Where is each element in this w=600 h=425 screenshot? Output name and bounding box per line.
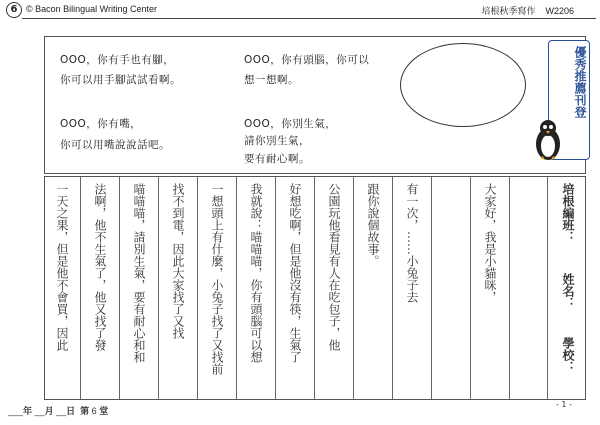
manuscript-column: 一天之果，但是他不會買，因此 — [55, 183, 69, 351]
footer-date: ___年 __月 __日 第 6 堂 — [8, 406, 109, 416]
column-divider — [197, 177, 198, 399]
column-divider — [236, 177, 237, 399]
manuscript-column: 好想吃啊，但是他沒有筷，生氣了 — [288, 183, 302, 363]
footer-page-number: - 1 - — [556, 400, 572, 409]
program-name: 培根秋季寫作 — [481, 6, 536, 16]
prompt-line: OOO，你有頭腦，你可以 — [244, 54, 370, 66]
copyright-text: © Bacon Bilingual Writing Center — [26, 4, 158, 14]
manuscript-column: 大家好，我是小貓咪， — [483, 183, 497, 303]
class-label: 培根編班： — [561, 183, 575, 243]
column-divider — [119, 177, 120, 399]
column-divider — [353, 177, 354, 399]
column-divider — [470, 177, 471, 399]
lesson-prefix: 第 — [80, 406, 90, 416]
manuscript-column: 跟你說個故事。 — [366, 183, 380, 267]
program-code: W2206 — [545, 6, 574, 16]
penguin-icon — [530, 118, 566, 162]
day-label: 日 — [66, 406, 76, 416]
page-number-badge: 6 — [6, 2, 22, 18]
manuscript-column: 一想頭上有什麼，小兔子找了又找前 — [210, 183, 224, 375]
lesson-suffix: 堂 — [99, 406, 109, 416]
column-divider — [80, 177, 81, 399]
column-divider — [275, 177, 276, 399]
prompt-line: 想一想啊。 — [244, 74, 299, 86]
prompt-line: 你可以用手腳試試看啊。 — [60, 74, 181, 86]
column-divider — [158, 177, 159, 399]
manuscript-column: 喵喵喵，請別生氣，要有耐心和和 — [132, 183, 146, 363]
column-divider — [314, 177, 315, 399]
column-divider — [509, 177, 510, 399]
prompt-line: 你可以用嘴說說話吧。 — [60, 139, 170, 151]
manuscript-column: 法啊，他不生氣了，他又找了發 — [93, 183, 107, 351]
lesson-number: 6 — [91, 406, 97, 416]
year-label: 年 — [23, 406, 33, 416]
school-label: 學校： — [561, 337, 575, 373]
manuscript-column: 我就說：喵喵喵，你有頭腦可以想 — [249, 183, 263, 363]
drawing-oval — [400, 43, 526, 127]
manuscript-column: 找不到電，因此大家找了又找 — [171, 183, 185, 339]
prompt-line: 請你別生氣， — [244, 135, 310, 147]
header-rule — [22, 18, 596, 19]
manuscript-column: 公園玩他看見有人在吃包子，他 — [327, 183, 341, 351]
prompt-line: OOO，你有嘴， — [60, 118, 142, 130]
stamp-text: 優秀推薦刊登 — [573, 46, 587, 118]
prompt-line: OOO，你別生氣， — [244, 118, 337, 130]
column-divider — [431, 177, 432, 399]
prompt-line: OOO，你有手也有腳， — [60, 54, 175, 66]
writing-grid — [44, 176, 586, 400]
month-label: 月 — [44, 406, 54, 416]
manuscript-column: 有一次，……小兔子去 — [405, 183, 419, 303]
column-divider — [392, 177, 393, 399]
name-label: 姓名： — [561, 273, 575, 309]
column-divider — [547, 177, 548, 399]
program-title — [481, 4, 574, 17]
prompt-line: 要有耐心啊。 — [244, 153, 310, 165]
